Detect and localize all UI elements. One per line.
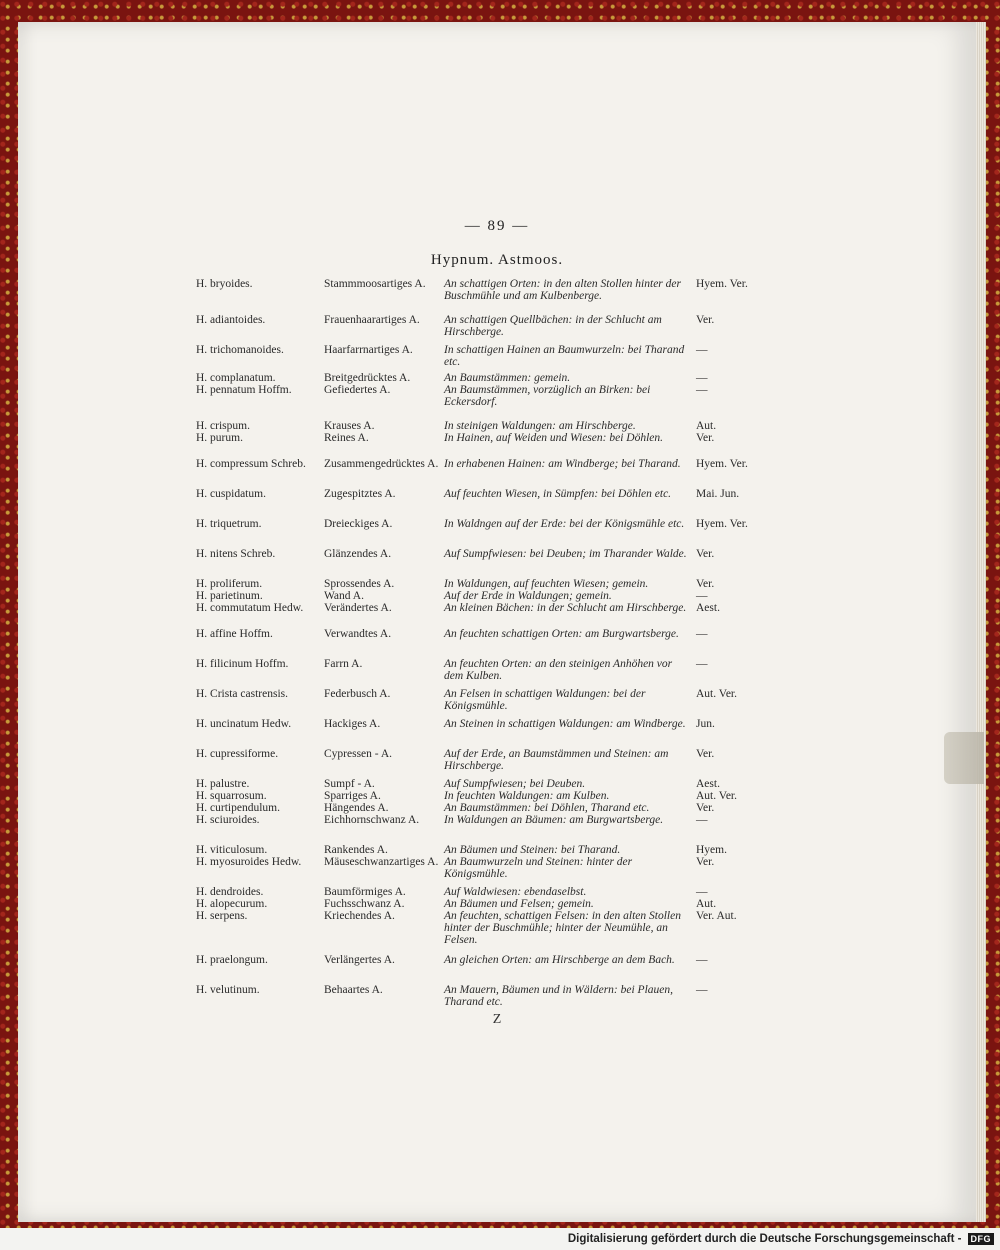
season-text: Mai. Jun. [696,488,740,500]
latin-name: H. squarrosum. [196,790,267,802]
latin-name: H. trichomanoides. [196,344,284,356]
season-text: Jun. [696,718,715,730]
season-text: — [696,886,708,898]
season-text: Ver. Aut. [696,910,737,922]
season-text: — [696,384,708,396]
season-text: — [696,344,708,356]
latin-name: H. sciuroides. [196,814,260,826]
habitat-text: In Waldungen, auf feuchten Wiesen; gemein. [444,578,649,590]
latin-name: H. uncinatum Hedw. [196,718,292,730]
latin-name: H. commutatum Hedw. [196,602,304,614]
season-text: Ver. [696,578,715,590]
habitat-text: An Mauern, Bäumen und in Wäldern: bei Plauen, Tharand etc. [444,984,673,1008]
german-name: Sprossendes A. [324,578,395,590]
season-text: Ver. [696,748,715,760]
latin-name: H. Crista castrensis. [196,688,288,700]
habitat-text: Auf Sumpfwiesen; bei Deuben. [444,778,586,790]
habitat-text: Auf der Erde in Waldungen; gemein. [444,590,612,602]
habitat-text: An Baumstämmen, vorzüglich an Birken: bei Eckersdorf. [444,384,651,408]
latin-name: H. velutinum. [196,984,260,996]
habitat-text: In Waldngen auf der Erde: bei der Königsmühle etc. [444,518,685,530]
season-text: Hyem. Ver. [696,518,748,530]
german-name: Verwandtes A. [324,628,392,640]
latin-name: H. triquetrum. [196,518,262,530]
german-name: Haarfarrnartiges A. [324,344,413,356]
season-text: Ver. [696,432,715,444]
habitat-text: In Waldungen an Bäumen: am Burgwartsberge. [444,814,664,826]
season-text: — [696,372,708,384]
german-name: Sparriges A. [324,790,381,802]
habitat-text: In Hainen, auf Weiden und Wiesen: bei Döhlen. [444,432,663,444]
season-text: — [696,658,708,670]
german-name: Verändertes A. [324,602,392,614]
habitat-text: An Bäumen und Felsen; gemein. [444,898,594,910]
season-text: Aut. Ver. [696,790,737,802]
latin-name: H. viticulosum. [196,844,268,856]
latin-name: H. proliferum. [196,578,263,590]
signature-mark: Z [492,1012,502,1027]
latin-name: H. filicinum Hoffm. [196,658,289,670]
latin-name: H. crispum. [196,420,250,432]
habitat-text: An feuchten Orten: an den steinigen Anhöhen vor dem Kulben. [444,658,673,682]
latin-name: H. praelongum. [196,954,268,966]
latin-name: H. cupressiforme. [196,748,279,760]
habitat-text: An schattigen Quellbächen: in der Schlucht am Hirschberge. [444,314,662,338]
latin-name: H. bryoides. [196,278,253,290]
habitat-text: An Felsen in schattigen Waldungen: bei der Königsmühle. [444,688,646,712]
dfg-logo: DFG [968,1233,995,1245]
latin-name: H. alopecurum. [196,898,268,910]
latin-name: H. myosuroides Hedw. [196,856,302,868]
latin-name: H. curtipendulum. [196,802,280,814]
habitat-text: An Baumstämmen: bei Döhlen, Tharand etc. [444,802,650,814]
german-name: Hängendes A. [324,802,389,814]
page-number: — 89 — [464,218,530,234]
german-name: Frauenhaarartiges A. [324,314,420,326]
credit-bar [0,1228,1000,1250]
german-name: Eichhornschwanz A. [324,814,420,826]
latin-name: H. compressum Schreb. [196,458,306,470]
german-name: Krauses A. [324,420,375,432]
habitat-text: In schattigen Hainen an Baumwurzeln: bei Tharand etc. [444,344,685,368]
season-text: Aest. [696,602,720,614]
season-text: — [696,814,708,826]
season-text: Ver. [696,314,715,326]
german-name: Federbusch A. [324,688,391,700]
latin-name: H. parietinum. [196,590,263,602]
german-name: Fuchsschwanz A. [324,898,405,910]
german-name: Sumpf - A. [324,778,375,790]
german-name: Kriechendes A. [324,910,395,922]
german-name: Verlängertes A. [324,954,395,966]
latin-name: H. purum. [196,432,243,444]
season-text: Aut. Ver. [696,688,737,700]
habitat-text: An gleichen Orten: am Hirschberge an dem Bach. [444,954,675,966]
habitat-text: An kleinen Bächen: in der Schlucht am Hirschberge. [444,602,687,614]
german-name: Breitgedrücktes A. [324,372,411,384]
habitat-text: An Bäumen und Steinen: bei Tharand. [444,844,621,856]
latin-name: H. serpens. [196,910,248,922]
habitat-text: An feuchten schattigen Orten: am Burgwartsberge. [444,628,679,640]
habitat-text: Auf der Erde, an Baumstämmen und Steinen: am Hirschberge. [444,748,669,772]
habitat-text: In feuchten Waldungen: am Kulben. [444,790,610,802]
habitat-text: Auf Sumpfwiesen: bei Deuben; im Tharander Walde. [444,548,687,560]
german-name: Zusammengedrücktes A. [324,458,439,470]
season-text: Hyem. [696,844,727,856]
german-name: Stammmoosartiges A. [324,278,426,290]
credit-text: Digitalisierung gefördert durch die Deutsche Forschungsgemeinschaft - [567,1233,962,1245]
latin-name: H. cuspidatum. [196,488,266,500]
german-name: Mäuseschwanzartiges A. [324,856,439,868]
german-name: Wand A. [324,590,364,602]
season-text: — [696,590,708,602]
season-text: Ver. [696,548,715,560]
german-name: Hackiges A. [324,718,381,730]
german-name: Baumförmiges A. [324,886,406,898]
german-name: Rankendes A. [324,844,388,856]
season-text: Hyem. Ver. [696,278,748,290]
page-edge [976,22,986,1222]
book-page [18,22,986,1222]
german-name: Glänzendes A. [324,548,392,560]
habitat-text: An schattigen Orten: in den alten Stollen hinter der Buschmühle und am Kulbenberge. [444,278,681,302]
latin-name: H. nitens Schreb. [196,548,276,560]
habitat-text: Auf feuchten Wiesen, in Sümpfen: bei Döhlen etc. [444,488,672,500]
habitat-text: An feuchten, schattigen Felsen: in den alten Stollen hinter der Buschmühle; hinter der Neumühle, an Felsen. [444,910,681,946]
habitat-text: An Baumstämmen: gemein. [444,372,571,384]
habitat-text: An Steinen in schattigen Waldungen: am Windberge. [444,718,686,730]
latin-name: H. palustre. [196,778,250,790]
latin-name: H. adiantoides. [196,314,266,326]
habitat-text: An Baumwurzeln und Steinen: hinter der Königsmühle. [444,856,633,880]
season-text: Ver. [696,856,715,868]
german-name: Behaartes A. [324,984,383,996]
habitat-text: In steinigen Waldungen: am Hirschberge. [444,420,636,432]
latin-name: H. pennatum Hoffm. [196,384,292,396]
season-text: Aut. [696,420,717,432]
german-name: Zugespitztes A. [324,488,396,500]
latin-name: H. dendroides. [196,886,264,898]
german-name: Reines A. [324,432,369,444]
habitat-text: In erhabenen Hainen: am Windberge; bei Tharand. [444,458,681,470]
season-text: — [696,628,708,640]
latin-name: H. affine Hoffm. [196,628,273,640]
season-text: — [696,984,708,996]
page-tab-marker [944,732,984,784]
season-text: Ver. [696,802,715,814]
season-text: Hyem. Ver. [696,458,748,470]
german-name: Gefiedertes A. [324,384,391,396]
season-text: — [696,954,708,966]
page-title: Hypnum. Astmoos. [430,252,564,268]
latin-name: H. complanatum. [196,372,276,384]
season-text: Aest. [696,778,720,790]
german-name: Farrn A. [324,658,363,670]
habitat-text: Auf Waldwiesen: ebendaselbst. [444,886,587,898]
german-name: Cypressen - A. [324,748,393,760]
german-name: Dreieckiges A. [324,518,393,530]
season-text: Aut. [696,898,717,910]
